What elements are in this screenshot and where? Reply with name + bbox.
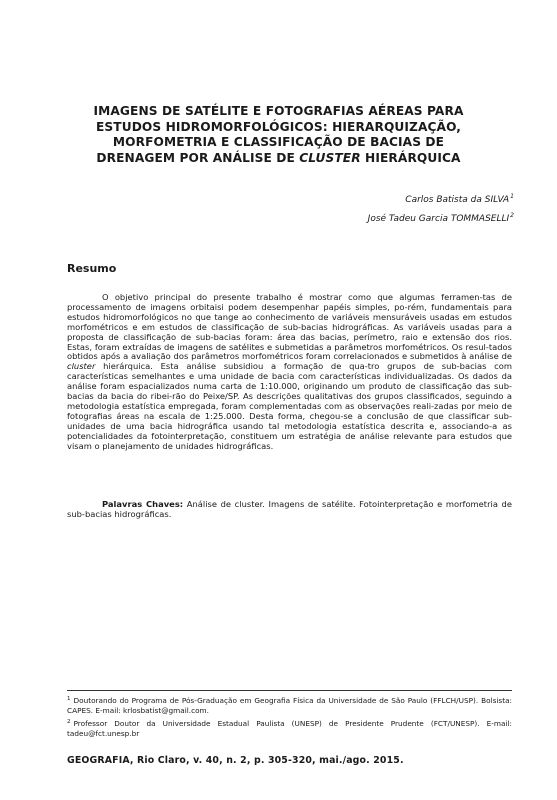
author-1-note: 1 (510, 193, 514, 200)
title-line-4-start: DRENAGEM POR ANÁLISE DE (96, 150, 300, 165)
abstract-part-2: hierárquica. Esta análise subsidiou a formação de qua-tro grupos de sub-bacias com características semelhantes e uma unidade de bacia com características individualizadas. Os dados da análise foram espacializados numa carta de 1:10.000, originando um produto de classificação das sub-bacias da bacia do ribei-rão do Peixe/SP. As descrições qualitativas dos grupos classificados, seguindo a metodologia estatística empregada, foram complementadas com as observações reali-zadas por meio de fotografias áreas na escala de 1:25.000. Desta forma, chegou-se a conclusão de que classificar sub-unidades de uma bacia hidrográfica usando tal metodologia estatística descrita e, associando-a as potencialidades da fotointerpretação, constituem um estratégia de análise relevante para estudos que visam o planejamento de unidades hidrográficas. (67, 361, 512, 451)
footnote-1-text: Doutorando do Programa de Pós-Graduação em Geografia Física da Universidade de São Paulo (FFLCH/USP). Bolsista: CAPES. E-mail: krlosbatist@gmail.com. (67, 696, 512, 716)
footnotes (67, 694, 512, 740)
abstract-paragraph (67, 293, 512, 452)
title-line-4-end: HIERÁRQUICA (360, 150, 461, 165)
footnote-2-number: 2 (67, 718, 71, 725)
title-cluster-italic: CLUSTER (299, 150, 361, 165)
title-line-1: IMAGENS DE SATÉLITE E FOTOGRAFIAS AÉREAS PARA (93, 104, 464, 118)
footnote-2 (67, 717, 512, 740)
footnote-2-text: Professor Doutor da Universidade Estadual Paulista (UNESP) de Presidente Prudente (FCT/UNESP). E-mail: tadeu@fct.unesp.br (67, 718, 512, 739)
title-line-4 (60, 151, 497, 167)
author-1-name: Carlos Batista da SILVA (405, 195, 510, 205)
keywords-paragraph (67, 500, 512, 520)
journal-citation: GEOGRAFIA, Rio Claro, v. 40, n. 2, p. 305-320, mai./ago. 2015. (67, 755, 404, 766)
author-2-note: 2 (510, 212, 514, 219)
paper-title (60, 104, 497, 166)
abstract-part-1: O objetivo principal do presente trabalho é mostrar como que algumas ferramen-tas de processamento de imagens orbitaisi podem desempenhar papéis simples, po-rém, fundamentais para estudos hidromorfológicos no que tange ao conhecimento de variáveis mensuráveis usadas em estudos morfométricos e em estudos de classificação de sub-bacias hidrográficas. As variáveis usadas para a proposta de classificação de sub-bacias foram: área das bacias, perímetro, raio e extensão dos rios. Estas, foram extraídas de imagens de satélites e submetidas a parâmetros morfométricos. Os resul-tados obtidos após a avaliação dos parâmetros morfométricos foram correlacionados e submetidos à análise de (67, 292, 512, 362)
section-heading-resumo: Resumo (67, 262, 117, 275)
keywords-text: Análise de cluster. Imagens de satélite. Fotointerpretação e morfometria de sub-bacias hidrográficas. (67, 499, 512, 519)
keywords-label: Palavras Chaves: (102, 499, 184, 509)
title-line-2: ESTUDOS HIDROMORFOLÓGICOS: HIERARQUIZAÇÃO, (95, 119, 461, 134)
title-line-3: MORFOMETRIA E CLASSIFICAÇÃO DE BACIAS DE (112, 135, 445, 149)
author-2 (368, 208, 514, 227)
footnote-1-number: 1 (67, 696, 71, 702)
abstract-cluster-italic: cluster (67, 361, 96, 372)
author-2-name: José Tadeu Garcia TOMMASELLI (367, 214, 510, 224)
footnote-1 (67, 694, 512, 717)
author-1 (368, 189, 514, 208)
author-list (368, 189, 514, 227)
footnote-divider (67, 690, 512, 691)
